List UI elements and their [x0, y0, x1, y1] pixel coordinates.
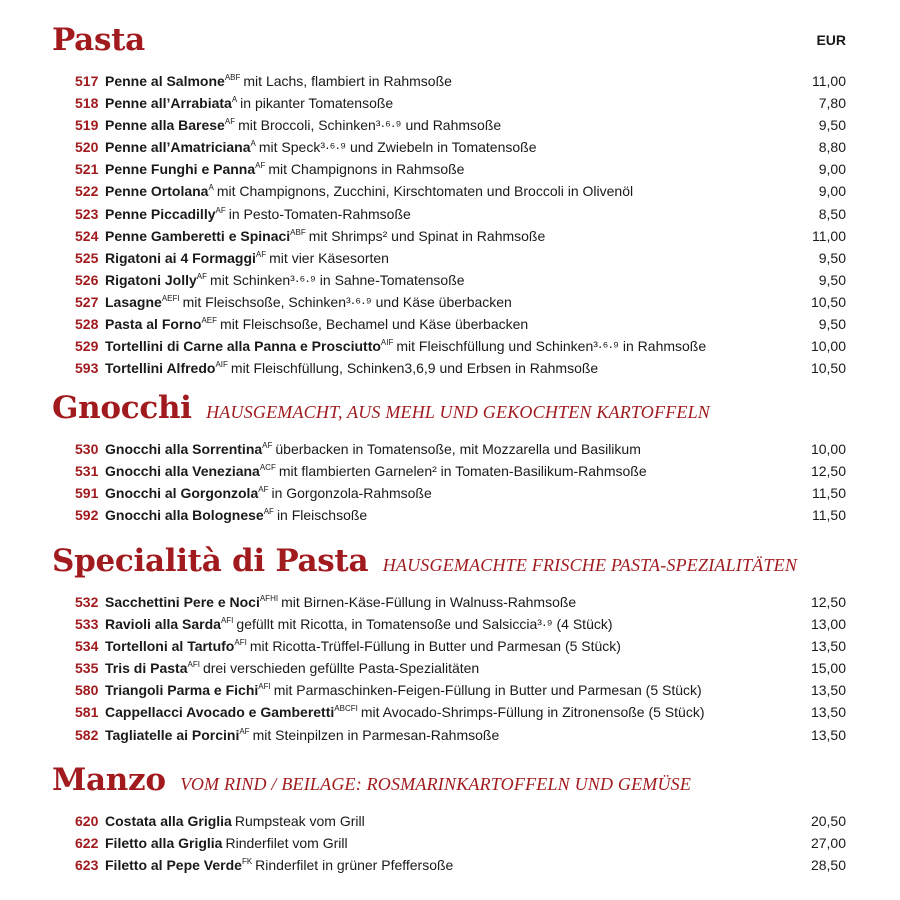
item-number: 535: [75, 660, 99, 677]
item-name: Penne all’Arrabiata: [105, 95, 232, 112]
item-name: Penne Funghi e Panna: [105, 161, 256, 178]
item-description: mit Shrimps² und Spinat in Rahmsoße: [308, 227, 546, 244]
allergen-code: ABCFI: [334, 704, 358, 714]
item-number: 526: [75, 271, 99, 288]
menu-item: [52, 438, 852, 460]
section-subtitle: HAUSGEMACHT, AUS MEHL UND GEKOCHTEN KARTOFFELN: [206, 402, 711, 422]
allergen-code: AEF: [201, 316, 218, 326]
menu-item: [52, 114, 852, 136]
menu-item: [52, 357, 852, 379]
menu-item: [52, 291, 852, 313]
menu-item: [52, 158, 852, 180]
item-name: Penne all’Amatriciana: [105, 139, 251, 156]
item-name: Gnocchi alla Veneziana: [105, 463, 260, 480]
allergen-code: AF: [239, 726, 250, 736]
item-list: [52, 810, 852, 876]
item-number: 580: [75, 682, 99, 699]
item-number: 591: [75, 485, 99, 502]
section-gnocchi: [52, 390, 852, 526]
item-name: Triangoli Parma e Fichi: [105, 682, 259, 699]
section-pasta: [52, 22, 852, 379]
allergen-code: AFI: [187, 660, 200, 670]
menu-item: [52, 591, 852, 613]
item-name: Gnocchi alla Sorrentina: [105, 441, 263, 457]
item-name: Penne Gamberetti e Spinaci: [105, 227, 291, 244]
allergen-code: AIF: [380, 338, 394, 348]
item-price: 9,50: [818, 249, 846, 266]
item-number: 522: [75, 183, 99, 200]
allergen-code: AIF: [215, 360, 228, 370]
item-description: mit Lachs, flambiert in Rahmsoße: [243, 73, 452, 89]
menu-item: [52, 247, 852, 269]
menu-item: [52, 657, 852, 679]
item-price: 10,00: [810, 338, 846, 355]
item-description: mit Broccoli, Schinken³·⁶·⁹ und Rahmsoße: [238, 117, 502, 134]
item-name: Gnocchi alla Bolognese: [105, 507, 264, 524]
item-number: 521: [75, 161, 99, 178]
item-price: 13,50: [810, 682, 846, 699]
allergen-code: AF: [255, 161, 266, 171]
item-price: 13,50: [810, 638, 846, 655]
item-price: 9,50: [818, 271, 846, 288]
section-header: [52, 22, 852, 70]
item-number: 528: [75, 316, 99, 333]
menu-item: [52, 136, 852, 158]
menu-item: [52, 832, 852, 854]
allergen-code: AFHI: [259, 594, 279, 603]
item-name: Cappellacci Avocado e Gamberetti: [105, 704, 335, 721]
allergen-code: AF: [258, 485, 269, 495]
item-price: 12,50: [810, 463, 846, 480]
item-name: Penne alla Barese: [105, 117, 225, 134]
item-description: mit Steinpilzen in Parmesan-Rahmsoße: [252, 726, 500, 743]
item-price: 9,50: [818, 117, 846, 134]
item-number: 622: [75, 835, 99, 852]
menu-item: [52, 504, 852, 526]
item-price: 13,50: [810, 726, 846, 743]
menu-item: [52, 313, 852, 335]
item-number: 534: [75, 638, 99, 655]
allergen-code: AF: [263, 507, 274, 517]
item-price: 12,50: [810, 594, 846, 610]
item-list: [52, 438, 852, 526]
item-name: Penne al Salmone: [105, 73, 225, 89]
item-description: in Fleischsoße: [276, 507, 368, 524]
menu-item: [52, 203, 852, 225]
section-manzo: [52, 762, 852, 876]
allergen-code: AF: [262, 441, 273, 450]
menu-item: [52, 335, 852, 357]
item-name: Tris di Pasta: [105, 660, 188, 677]
item-price: 28,50: [810, 857, 846, 874]
item-name: Filetto alla Griglia: [105, 835, 223, 852]
menu-item: [52, 635, 852, 657]
item-price: 10,50: [810, 360, 846, 377]
item-description: mit Ricotta-Trüffel-Füllung in Butter und Parmesan (5 Stück): [249, 638, 621, 655]
item-price: 13,00: [810, 616, 846, 633]
section-title: Manzo: [52, 762, 166, 798]
menu-item: [52, 613, 852, 635]
menu-item: [52, 460, 852, 482]
item-number: 593: [75, 360, 99, 377]
item-name: Tagliatelle ai Porcini: [105, 726, 240, 743]
allergen-code: ABF: [224, 73, 241, 82]
item-name: Sacchettini Pere e Noci: [105, 594, 260, 610]
item-description: mit Birnen-Käse-Füllung in Walnuss-Rahmsoße: [281, 594, 577, 610]
item-number: 530: [75, 441, 99, 457]
allergen-code: A: [231, 95, 238, 105]
item-number: 524: [75, 227, 99, 244]
item-number: 523: [75, 205, 99, 222]
item-price: 27,00: [810, 835, 846, 852]
menu-item: [52, 854, 852, 876]
item-name: Costata alla Griglia: [105, 813, 232, 829]
item-number: 520: [75, 139, 99, 156]
item-number: 592: [75, 507, 99, 524]
item-price: 20,50: [810, 813, 846, 829]
menu-item: [52, 269, 852, 291]
item-description: überbacken in Tomatensoße, mit Mozzarella und Basilikum: [275, 441, 641, 457]
item-number: 620: [75, 813, 99, 829]
section-header: [52, 762, 852, 810]
item-number: 529: [75, 338, 99, 355]
allergen-code: AF: [255, 249, 267, 259]
item-price: 15,00: [810, 660, 846, 677]
item-list: [52, 70, 852, 379]
currency-label: EUR: [816, 32, 846, 48]
item-description: mit Parmaschinken-Feigen-Füllung in Butter und Parmesan (5 Stück): [273, 682, 702, 699]
item-name: Rigatoni ai 4 Formaggi: [105, 249, 256, 266]
item-number: 581: [75, 704, 99, 721]
menu-item: [52, 92, 852, 114]
item-price: 8,80: [818, 139, 846, 156]
item-description: gefüllt mit Ricotta, in Tomatensoße und Salsiccia³·⁹ (4 Stück): [236, 616, 613, 633]
section-header: [52, 390, 852, 438]
item-name: Tortelloni al Tartufo: [105, 638, 235, 655]
menu-item: [52, 724, 852, 746]
allergen-code: FK: [241, 857, 253, 867]
item-description: mit flambierten Garnelen² in Tomaten-Basilikum-Rahmsoße: [278, 463, 647, 480]
item-price: 8,50: [818, 205, 846, 222]
item-number: 525: [75, 249, 99, 266]
item-description: mit Champignons, Zucchini, Kirschtomaten und Broccoli in Olivenöl: [216, 183, 634, 200]
item-number: 527: [75, 293, 99, 310]
menu-item: [52, 225, 852, 247]
item-description: mit Fleischsoße, Schinken³·⁶·⁹ und Käse überbacken: [182, 293, 512, 310]
item-description: Rinderfilet in grüner Pfeffersoße: [255, 857, 454, 874]
item-price: 9,50: [818, 316, 846, 333]
section-title: Specialità di Pasta: [52, 543, 369, 579]
item-price: 7,80: [818, 95, 846, 112]
allergen-code: AF: [196, 271, 208, 281]
item-number: 518: [75, 95, 99, 112]
item-price: 10,00: [810, 441, 846, 457]
item-description: mit Avocado-Shrimps-Füllung in Zitronensoße (5 Stück): [360, 704, 705, 721]
section-specialita: [52, 543, 852, 746]
item-price: 10,50: [810, 293, 846, 310]
section-subtitle: VOM RIND / BEILAGE: ROSMARINKARTOFFELN UND GEMÜSE: [180, 774, 692, 794]
menu-item: [52, 679, 852, 701]
item-price: 9,00: [818, 183, 846, 200]
item-description: in pikanter Tomatensoße: [240, 95, 394, 112]
section-subtitle: HAUSGEMACHTE FRISCHE PASTA-SPEZIALITÄTEN: [382, 555, 798, 575]
item-price: 9,00: [818, 161, 846, 178]
allergen-code: AF: [224, 117, 236, 127]
item-price: 11,00: [812, 227, 846, 244]
item-name: Filetto al Pepe Verde: [105, 857, 242, 874]
allergen-code: AF: [215, 205, 226, 215]
item-description: Rumpsteak vom Grill: [234, 813, 365, 829]
item-name: Ravioli alla Sarda: [105, 616, 221, 633]
item-price: 11,50: [812, 507, 846, 524]
allergen-code: A: [250, 139, 256, 149]
item-description: mit Schinken³·⁶·⁹ in Sahne-Tomatensoße: [210, 271, 465, 288]
item-description: in Pesto-Tomaten-Rahmsoße: [228, 205, 411, 222]
menu-item: [52, 701, 852, 723]
item-description: mit vier Käsesorten: [269, 249, 389, 266]
menu-item: [52, 70, 852, 92]
section-header: [52, 543, 852, 591]
allergen-code: ACF: [259, 463, 276, 473]
item-name: Tortellini Alfredo: [105, 360, 216, 377]
item-number: 517: [75, 73, 99, 89]
menu-item: [52, 180, 852, 202]
item-name: Gnocchi al Gorgonzola: [105, 485, 259, 502]
item-name: Penne Piccadilly: [105, 205, 216, 222]
allergen-code: AFI: [234, 638, 247, 648]
item-number: 519: [75, 117, 99, 134]
allergen-code: A: [208, 183, 214, 193]
item-number: 582: [75, 726, 99, 743]
menu-item: [52, 810, 852, 832]
section-title: Pasta: [52, 22, 145, 58]
item-description: Rinderfilet vom Grill: [225, 835, 348, 852]
item-name: Pasta al Forno: [105, 316, 202, 333]
item-description: mit Fleischsoße, Bechamel und Käse überbacken: [220, 316, 529, 333]
item-price: 11,00: [812, 73, 846, 89]
item-price: 13,50: [810, 704, 846, 721]
item-description: mit Champignons in Rahmsoße: [268, 161, 465, 178]
item-name: Rigatoni Jolly: [105, 271, 197, 288]
menu-item: [52, 482, 852, 504]
item-price: 11,50: [812, 485, 846, 502]
item-description: drei verschieden gefüllte Pasta-Spezialitäten: [202, 660, 480, 677]
item-name: Penne Ortolana: [105, 183, 209, 200]
item-description: mit Speck³·⁶·⁹ und Zwiebeln in Tomatensoße: [258, 139, 537, 156]
item-number: 623: [75, 857, 99, 874]
allergen-code: AFI: [258, 682, 271, 692]
item-number: 533: [75, 616, 99, 633]
allergen-code: AEFI: [161, 293, 180, 303]
allergen-code: AFI: [220, 616, 234, 626]
item-name: Tortellini di Carne alla Panna e Prosciutto: [105, 338, 381, 355]
item-description: mit Fleischfüllung und Schinken³·⁶·⁹ in Rahmsoße: [396, 338, 707, 355]
item-name: Lasagne: [105, 293, 162, 310]
item-description: mit Fleischfüllung, Schinken3,6,9 und Erbsen in Rahmsoße: [230, 360, 599, 377]
allergen-code: ABF: [290, 227, 306, 237]
item-number: 531: [75, 463, 99, 480]
item-number: 532: [75, 594, 99, 610]
section-title: Gnocchi: [52, 390, 192, 426]
item-list: [52, 591, 852, 746]
item-description: in Gorgonzola-Rahmsoße: [271, 485, 432, 502]
